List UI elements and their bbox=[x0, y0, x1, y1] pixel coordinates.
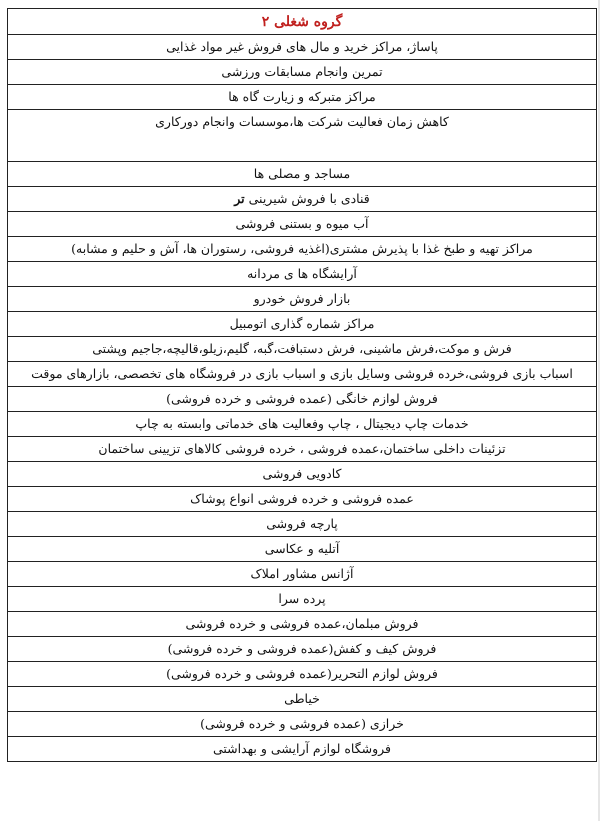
table-cell: خرازی (عمده فروشی و خرده فروشی) bbox=[8, 712, 597, 737]
table-row bbox=[8, 287, 597, 312]
table-row bbox=[8, 362, 597, 387]
table-row bbox=[8, 537, 597, 562]
table-row bbox=[8, 110, 597, 162]
table-cell-bold-word: تر bbox=[234, 191, 245, 206]
table-row bbox=[8, 587, 597, 612]
table-row bbox=[8, 60, 597, 85]
table-cell: پارچه فروشی bbox=[8, 512, 597, 537]
table-row bbox=[8, 162, 597, 187]
table-row bbox=[8, 487, 597, 512]
table-row bbox=[8, 462, 597, 487]
table-cell: آرایشگاه ها ی مردانه bbox=[8, 262, 597, 287]
table-row bbox=[8, 237, 597, 262]
page-edge-shadow bbox=[598, 0, 600, 821]
table-row bbox=[8, 312, 597, 337]
table-cell: پاساژ، مراکز خرید و مال های فروش غیر مواد غذایی bbox=[8, 35, 597, 60]
table-row bbox=[8, 612, 597, 637]
table-header-row bbox=[8, 9, 597, 35]
table-row bbox=[8, 437, 597, 462]
table-cell: پرده سرا bbox=[8, 587, 597, 612]
table-row bbox=[8, 212, 597, 237]
table-row bbox=[8, 337, 597, 362]
table-row bbox=[8, 737, 597, 762]
table-cell: بازار فروش خودرو bbox=[8, 287, 597, 312]
table-cell: مراکز شماره گذاری اتومبیل bbox=[8, 312, 597, 337]
table-cell bbox=[8, 187, 597, 212]
table-cell: تزئینات داخلی ساختمان،عمده فروشی ، خرده فروشی کالاهای تزیینی ساختمان bbox=[8, 437, 597, 462]
table-cell: کاهش زمان فعالیت شرکت ها،موسسات وانجام دورکاری bbox=[8, 110, 597, 162]
table-row bbox=[8, 262, 597, 287]
table-row bbox=[8, 562, 597, 587]
table-cell: مراکز تهیه و طبخ غذا با پذیرش مشتری(اغذیه فروشی، رستوران ها، آش و حلیم و مشابه) bbox=[8, 237, 597, 262]
table-row bbox=[8, 512, 597, 537]
document-page bbox=[7, 8, 597, 762]
table-cell: کادویی فروشی bbox=[8, 462, 597, 487]
table-cell: فروشگاه لوازم آرایشی و بهداشتی bbox=[8, 737, 597, 762]
table-cell: تمرین وانجام مسابقات ورزشی bbox=[8, 60, 597, 85]
table-row bbox=[8, 387, 597, 412]
table-row bbox=[8, 187, 597, 212]
table-row bbox=[8, 712, 597, 737]
table-cell: خدمات چاپ دیجیتال ، چاپ وفعالیت های خدماتی وابسته به چاپ bbox=[8, 412, 597, 437]
table-cell-text: قنادی با فروش شیرینی bbox=[248, 191, 370, 206]
table-row bbox=[8, 35, 597, 60]
table-cell: اسباب بازی فروشی،خرده فروشی وسایل بازی و اسباب بازی در فروشگاه های تخصصی، بازارهای موقت bbox=[8, 362, 597, 387]
table-cell: خیاطی bbox=[8, 687, 597, 712]
table-cell: آب میوه و بستنی فروشی bbox=[8, 212, 597, 237]
job-group-table bbox=[7, 8, 597, 762]
table-row bbox=[8, 85, 597, 110]
table-row bbox=[8, 412, 597, 437]
table-row bbox=[8, 637, 597, 662]
table-cell: مراکز متبرکه و زیارت گاه ها bbox=[8, 85, 597, 110]
table-cell: آتلیه و عکاسی bbox=[8, 537, 597, 562]
table-title: گروه شغلی ۲ bbox=[8, 9, 597, 35]
table-row bbox=[8, 687, 597, 712]
table-cell: آژانس مشاور املاک bbox=[8, 562, 597, 587]
table-cell: فروش لوازم خانگی (عمده فروشی و خرده فروشی) bbox=[8, 387, 597, 412]
table-cell: عمده فروشی و خرده فروشی انواع پوشاک bbox=[8, 487, 597, 512]
table-row bbox=[8, 662, 597, 687]
table-cell: فروش لوازم التحریر(عمده فروشی و خرده فروشی) bbox=[8, 662, 597, 687]
table-cell: فروش کیف و کفش(عمده فروشی و خرده فروشی) bbox=[8, 637, 597, 662]
table-cell: مساجد و مصلی ها bbox=[8, 162, 597, 187]
table-cell: فرش و موکت،فرش ماشینی، فرش دستبافت،گبه، گلیم،زیلو،قالیچه،جاجیم وپشتی bbox=[8, 337, 597, 362]
table-cell: فروش مبلمان،عمده فروشی و خرده فروشی bbox=[8, 612, 597, 637]
